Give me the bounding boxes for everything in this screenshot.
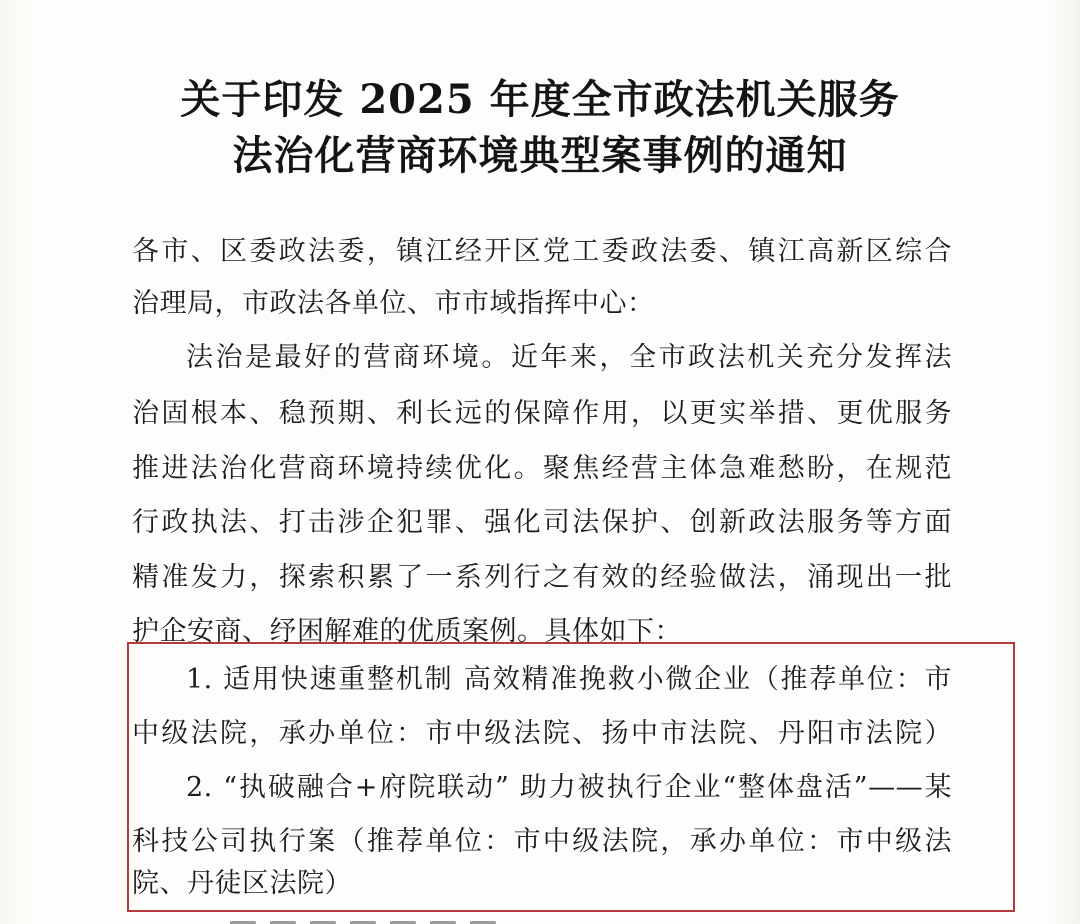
- body-line-paragraph-6: 护企安商、纾困解难的优质案例。具体如下：: [132, 616, 682, 647]
- body-line-addressees-2: 治理局，市政法各单位、市市域指挥中心：: [132, 288, 655, 319]
- body-line-addressees-1: 各市、区委政法委，镇江经开区党工委政法委、镇江高新区综合: [132, 236, 952, 267]
- body-line-paragraph-5: 精准发力，探索积累了一系列行之有效的经验做法，涌现出一批: [132, 562, 952, 593]
- notice-title-line-1: 关于印发 2025 年度全市政法机关服务: [180, 76, 900, 123]
- cut-off-next-line: [230, 912, 560, 924]
- case-item-2-line-3: 院、丹徒区法院）: [132, 868, 352, 899]
- case-item-1-line-1: 1. 适用快速重整机制 高效精准挽救小微企业（推荐单位：市: [186, 664, 952, 695]
- case-item-1-line-2: 中级法院，承办单位：市中级法院、扬中市法院、丹阳市法院）: [132, 718, 952, 749]
- case-item-2-line-2: 科技公司执行案（推荐单位：市中级法院，承办单位：市中级法: [132, 826, 952, 857]
- body-line-paragraph-3: 推进法治化营商环境持续优化。聚焦经营主体急难愁盼，在规范: [132, 453, 952, 484]
- case-item-2-line-1: 2. “执破融合+府院联动” 助力被执行企业“整体盘活”——某: [186, 772, 952, 803]
- notice-title-line-2: 法治化营商环境典型案事例的通知: [232, 132, 848, 179]
- body-line-paragraph-2: 治固根本、稳预期、利长远的保障作用，以更实举措、更优服务: [132, 398, 952, 429]
- body-line-paragraph-4: 行政执法、打击涉企犯罪、强化司法保护、创新政法服务等方面: [132, 507, 952, 538]
- body-line-paragraph-1: 法治是最好的营商环境。近年来，全市政法机关充分发挥法: [186, 342, 952, 373]
